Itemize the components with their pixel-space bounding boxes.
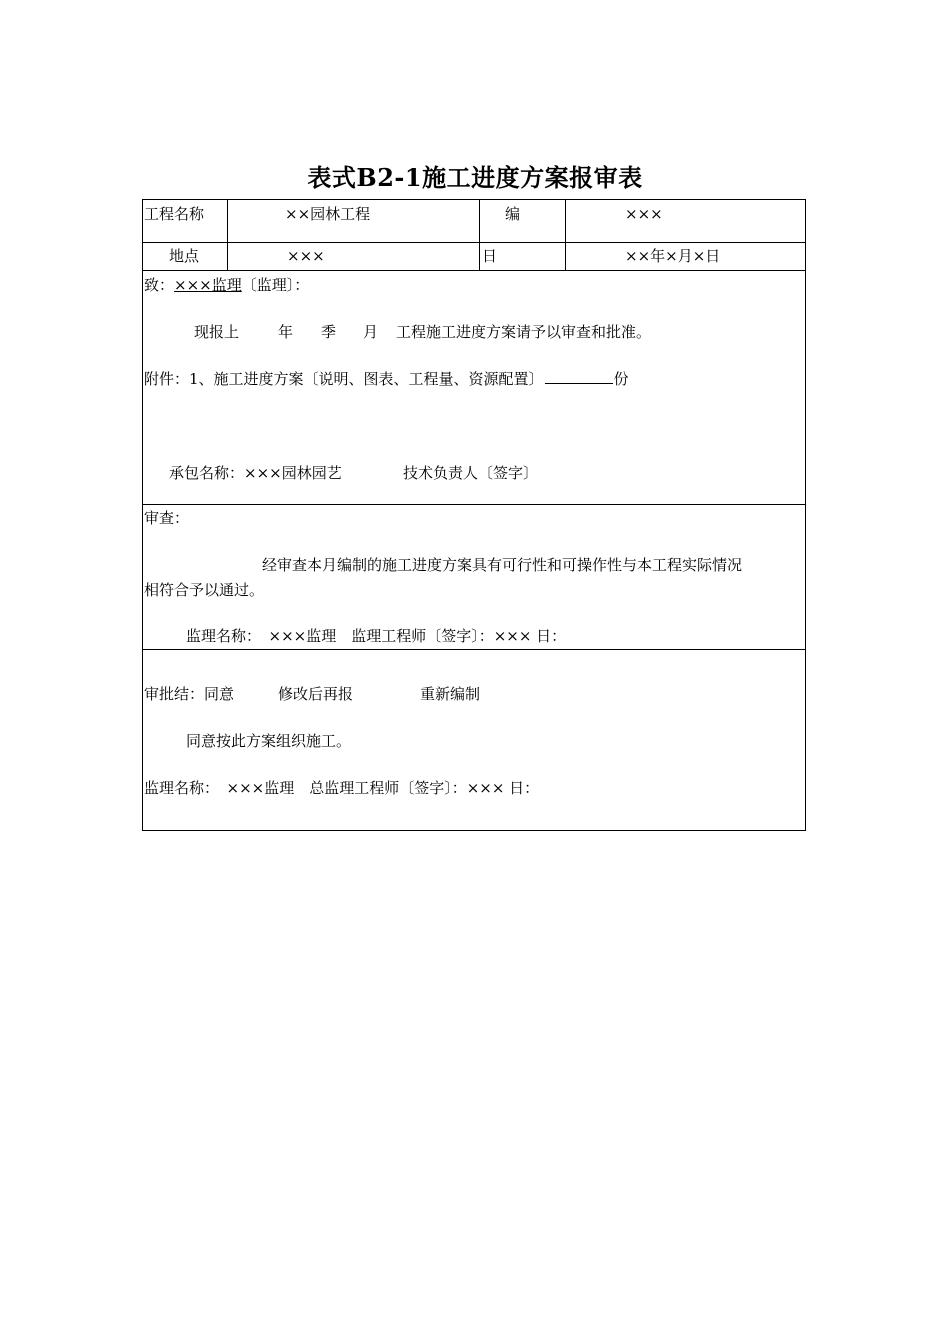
column-divider: [565, 200, 566, 270]
date-value: ××年×月×日: [625, 247, 721, 265]
project-name-label: 工程名称: [144, 205, 205, 223]
approval-form: [142, 199, 806, 831]
location-label: 地点: [169, 247, 200, 265]
report-p5: 工程施工进度方案请予以审查和批准。: [396, 323, 652, 341]
document-title: 表式B2-1施工进度方案报审表: [307, 163, 643, 192]
attachment-count-blank: [545, 369, 613, 384]
review-label: 审查：: [144, 509, 190, 527]
number-value: ×××: [625, 205, 663, 223]
project-name-value: ××园林工程: [285, 205, 371, 223]
report-p3: 季: [321, 323, 337, 341]
approval-text: 同意按此方案组织施工。: [186, 732, 352, 750]
review-text-line2: 相符合予以通过。: [144, 581, 265, 599]
attachment-prefix: 附件：1、施工进度方案〔说明、图表、工程量、资源配置〕: [144, 370, 544, 388]
addressee-value: ×××监理: [174, 276, 242, 294]
column-divider: [479, 200, 480, 270]
row-divider: [143, 242, 805, 243]
report-p4: 月: [363, 323, 379, 341]
addressee-line: [144, 275, 309, 295]
addressee-label: 致：: [144, 276, 175, 294]
approval-option-modify: 修改后再报: [278, 685, 354, 703]
approval-label: 审批结：同意: [144, 685, 235, 703]
report-p1: 现报上: [194, 323, 240, 341]
row-divider: [143, 270, 805, 271]
approval-option-redo: 重新编制: [420, 685, 481, 703]
report-p2: 年: [278, 323, 294, 341]
location-value: ×××: [287, 247, 325, 265]
contractor-line: 承包名称：×××园林园艺: [169, 464, 342, 482]
approval-supervisor-line: 监理名称： ×××监理 总监理工程师〔签字〕：××× 日：: [144, 779, 540, 797]
date-label: 日: [482, 247, 498, 265]
review-text-line1: 经审查本月编制的施工进度方案具有可行性和可操作性与本工程实际情况: [262, 556, 743, 574]
number-label: 编: [505, 205, 521, 223]
section-divider: [143, 649, 805, 650]
review-supervisor-line: 监理名称： ×××监理 监理工程师〔签字〕：××× 日：: [186, 627, 567, 645]
addressee-suffix: 〔监理〕：: [241, 276, 310, 294]
attachment-line: [144, 369, 629, 389]
attachment-suffix: 份: [613, 370, 629, 388]
section-divider: [143, 504, 805, 505]
tech-lead-signature-line: 技术负责人〔签字〕: [403, 464, 539, 482]
column-divider: [227, 200, 228, 270]
